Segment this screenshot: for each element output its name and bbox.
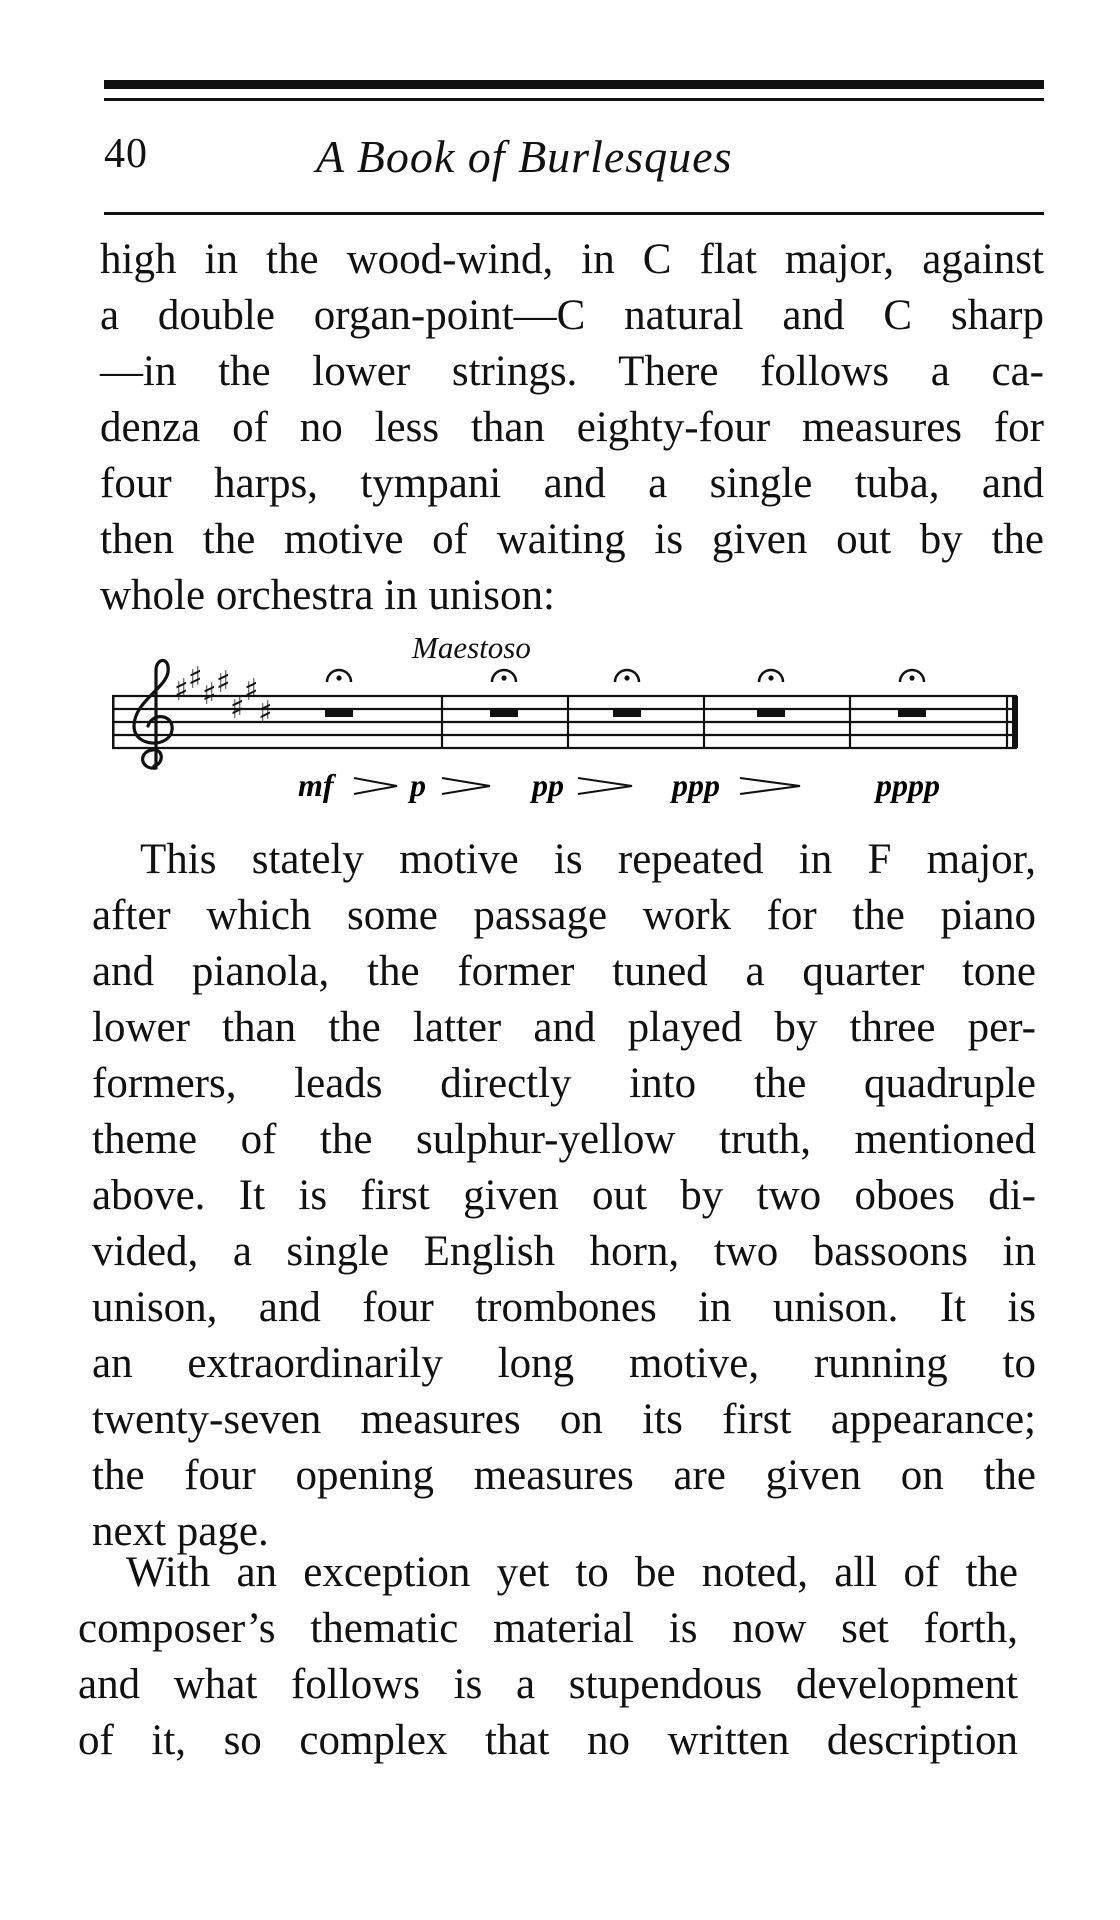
svg-text:♯: ♯ [188, 661, 203, 696]
header-rule [104, 212, 1044, 215]
text-line: next page. [92, 1508, 269, 1555]
text-line: an extraordinarily long motive, running to [92, 1340, 1036, 1387]
text-line: vided, a single English horn, two bassoons in [92, 1228, 1036, 1275]
text-line: With an exception yet to be noted, all of the [126, 1549, 1018, 1596]
svg-text:♯: ♯ [216, 665, 231, 700]
music-example [112, 630, 1032, 820]
paragraph-2 [92, 832, 1036, 1560]
decrescendo-icon [740, 778, 800, 794]
decrescendo-icon [578, 778, 632, 794]
dynamic-mark: pp [532, 767, 564, 803]
text-line: This stately motive is repeated in F major, [140, 836, 1036, 883]
whole-rest-icon [490, 709, 518, 717]
text-line: whole orchestra in unison: [100, 572, 555, 619]
paragraph-3 [78, 1545, 1018, 1769]
page-number: 40 [104, 131, 148, 177]
whole-rest-icon [757, 709, 785, 717]
running-header [104, 124, 1044, 194]
top-double-rule-thin [104, 98, 1044, 101]
text-line: theme of the sulphur-yellow truth, mentioned [92, 1116, 1036, 1163]
measure-2 [490, 670, 518, 717]
svg-text:♯: ♯ [258, 695, 273, 730]
text-line: of it, so complex that no written description [78, 1717, 1018, 1764]
text-line: —in the lower strings. There follows a ca- [100, 348, 1044, 395]
running-title: A Book of Burlesques [316, 131, 733, 182]
text-line: high in the wood-wind, in C flat major, against [100, 236, 1044, 283]
svg-text:♯: ♯ [174, 673, 189, 708]
measure-4 [757, 670, 785, 717]
text-line: a double organ-point—C natural and C sharp [100, 292, 1044, 339]
measure-1 [325, 670, 353, 717]
text-line: the four opening measures are given on the [92, 1452, 1036, 1499]
text-line: four harps, tympani and a single tuba, and [100, 460, 1044, 507]
measure-3 [613, 670, 641, 717]
music-staff [112, 630, 1032, 820]
text-line: above. It is first given out by two oboes di- [92, 1172, 1036, 1219]
measure-5 [898, 670, 926, 717]
svg-text:♯: ♯ [230, 691, 245, 726]
paragraph-1 [100, 232, 1044, 624]
dynamic-mark: ppp [672, 767, 720, 803]
text-line: after which some passage work for the piano [92, 892, 1036, 939]
whole-rest-icon [613, 709, 641, 717]
whole-rest-icon [898, 709, 926, 717]
text-line: and pianola, the former tuned a quarter tone [92, 948, 1036, 995]
svg-text:♯: ♯ [202, 677, 217, 712]
text-line: and what follows is a stupendous development [78, 1661, 1018, 1708]
treble-clef-icon [134, 661, 172, 769]
whole-rest-icon [325, 709, 353, 717]
decrescendo-icon [354, 778, 397, 794]
text-line: formers, leads directly into the quadruple [92, 1060, 1036, 1107]
svg-text:♯: ♯ [244, 673, 259, 708]
dynamic-mark: pppp [876, 767, 940, 803]
tempo-marking: Maestoso [412, 630, 531, 665]
text-line: then the motive of waiting is given out by the [100, 516, 1044, 563]
key-signature [174, 661, 273, 730]
text-line: composer’s thematic material is now set forth, [78, 1605, 1018, 1652]
dynamic-mark: p [410, 767, 426, 803]
top-double-rule-thick [104, 80, 1044, 89]
text-line: lower than the latter and played by three per- [92, 1004, 1036, 1051]
text-line: unison, and four trombones in unison. It is [92, 1284, 1036, 1331]
text-line: twenty-seven measures on its first appearance; [92, 1396, 1036, 1443]
text-line: denza of no less than eighty-four measures for [100, 404, 1044, 451]
dynamic-mark: mf [298, 767, 334, 803]
decrescendo-icon [442, 778, 490, 794]
